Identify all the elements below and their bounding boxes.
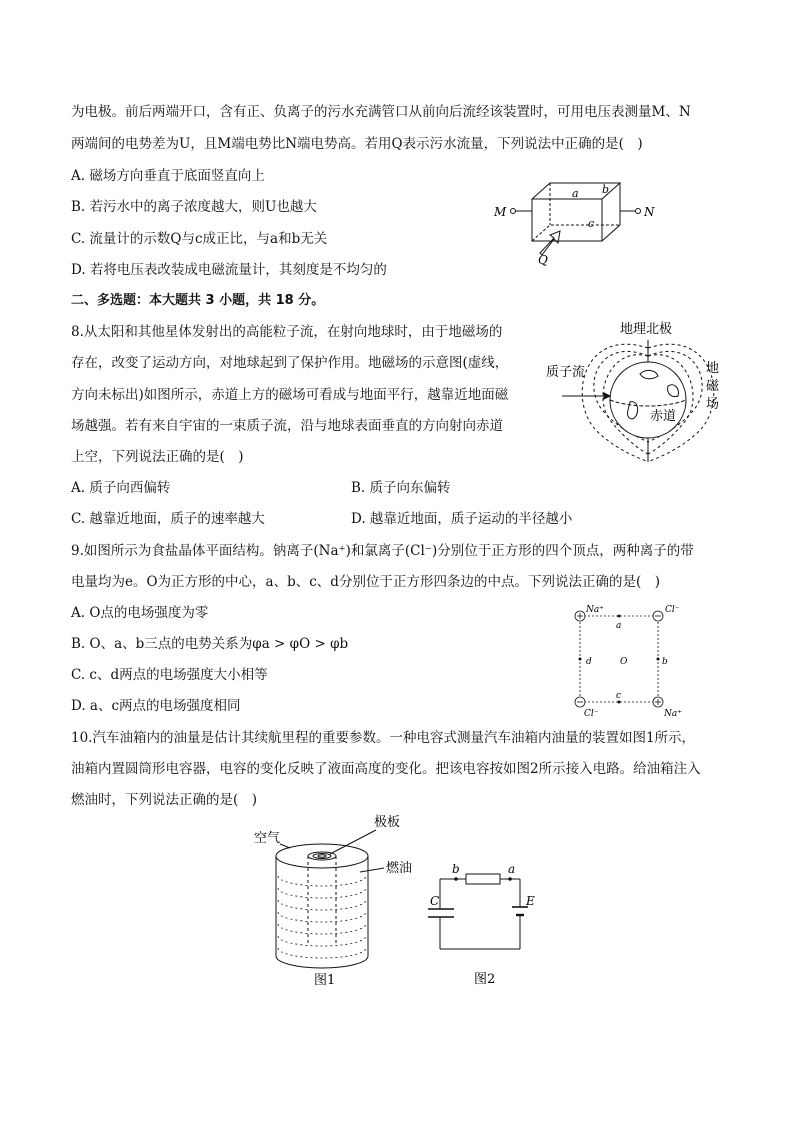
q8-text-line5: 上空，下列说法正确的是( ) xyxy=(71,449,244,465)
label-north-pole: 地理北极 xyxy=(620,322,673,337)
label-n: N xyxy=(644,205,655,219)
q9-option-d: D. a、c两点的电场强度相同 xyxy=(71,698,241,714)
label-m: M xyxy=(494,205,507,219)
q8-option-c: C. 越靠近地面，质子的速率越大 xyxy=(71,511,265,527)
q7-text-line2: 两端间的电势差为U，且M端电势比N端电势高。若用Q表示污水流量，下列说法中正确的是( ) xyxy=(71,136,643,152)
q9-salt-crystal-figure xyxy=(566,600,692,720)
q7-text-line1: 为电极。前后两端开口，含有正、负离子的污水充满管口从前向后流经该装置时，可用电压表测量M、N xyxy=(71,104,691,120)
label-fuel: 燃油 xyxy=(386,861,413,876)
q8-text-line4: 场越强。若有来自宇宙的一束质子流，沿与地球表面垂直的方向射向赤道 xyxy=(71,418,503,434)
air-leader-line xyxy=(280,844,290,848)
section-heading: 二、多选题：本大题共 3 小题，共 18 分。 xyxy=(71,293,325,308)
q7-option-d: D. 若将电压表改装成电磁流量计，其刻度是不均匀的 xyxy=(71,262,387,278)
q8-earth-field-figure xyxy=(540,316,730,468)
label-q: Q xyxy=(538,253,548,267)
label-air: 空气 xyxy=(254,831,281,846)
label-proton-stream: 质子流 xyxy=(546,365,586,380)
q7-option-c: C. 流量计的示数Q与c成正比，与a和b无关 xyxy=(71,231,328,247)
label-na-bottom: Na⁺ xyxy=(664,709,682,719)
plate-leader-line xyxy=(330,830,376,854)
label-c: c xyxy=(588,217,595,230)
q10-text-line3: 燃油时，下列说法正确的是( ) xyxy=(71,792,258,808)
label-b: b xyxy=(662,657,668,667)
q7-flowmeter-figure xyxy=(488,175,658,267)
q8-text-line2: 存在，改变了运动方向，对地球起到了保护作用。地磁场的示意图(虚线， xyxy=(71,355,509,371)
label-c: c xyxy=(616,691,622,701)
q9-option-c: C. c、d两点的电场强度大小相等 xyxy=(71,667,268,683)
q8-option-a: A. 质子向西偏转 xyxy=(71,480,171,496)
q10-fig2-circuit xyxy=(420,855,550,990)
q9-option-a: A. O点的电场强度为零 xyxy=(71,605,209,621)
point-a xyxy=(508,877,512,881)
resistor xyxy=(466,874,500,884)
point-b xyxy=(454,877,458,881)
earth-globe xyxy=(610,362,686,438)
label-b: b xyxy=(452,862,460,876)
q10-text-line1: 10.汽车油箱内的油量是估计其续航里程的重要参数。一种电容式测量汽车油箱内油量的装置如图1所示， xyxy=(71,730,696,746)
fig2-caption: 图2 xyxy=(474,972,496,987)
label-field-2: 磁 xyxy=(706,379,720,394)
label-equator: 赤道 xyxy=(650,409,677,424)
q9-text-line1: 9.如图所示为食盐晶体平面结构。钠离子(Na⁺)和氯离子(Cl⁻)分别位于正方形的四个顶点，两种离子的带 xyxy=(71,543,694,559)
box-hidden-edges xyxy=(532,225,620,241)
q9-option-b: B. O、a、b三点的电势关系为φa > φO > φb xyxy=(71,636,349,652)
flow-arrow-icon xyxy=(540,231,560,255)
q8-option-d: D. 越靠近地面，质子运动的半径越小 xyxy=(351,511,573,527)
q9-text-line2: 电量均为e。O为正方形的中心，a、b、c、d分别位于正方形四条边的中点。下列说法正确的是( ) xyxy=(71,574,660,590)
fuel-leader-line xyxy=(360,868,384,872)
label-cl-bottom: Cl⁻ xyxy=(584,709,599,719)
terminal-m xyxy=(511,209,516,214)
label-d: d xyxy=(586,657,592,667)
label-field-3: 场 xyxy=(706,397,720,412)
label-a: a xyxy=(616,621,622,631)
label-cl-top: Cl⁻ xyxy=(665,605,680,615)
q10-fig1-tank xyxy=(250,810,420,990)
label-e: E xyxy=(526,894,535,908)
label-a: a xyxy=(572,187,579,200)
terminal-n xyxy=(636,209,641,214)
label-a: a xyxy=(508,862,516,876)
fig1-caption: 图1 xyxy=(314,973,336,988)
label-plate: 极板 xyxy=(374,815,401,830)
q7-option-b: B. 若污水中的离子浓度越大，则U也越大 xyxy=(71,199,317,215)
q7-option-a: A. 磁场方向垂直于底面竖直向上 xyxy=(71,168,265,184)
q8-option-b: B. 质子向东偏转 xyxy=(351,480,451,496)
q8-text-line3: 方向未标出)如图所示，赤道上方的磁场可看成与地面平行，越靠近地面磁 xyxy=(71,387,509,403)
label-o: O xyxy=(620,657,628,667)
label-c: C xyxy=(430,894,440,908)
q8-text-line1: 8.从太阳和其他星体发射出的高能粒子流，在射向地球时，由于地磁场的 xyxy=(71,324,503,340)
label-na-top: Na⁺ xyxy=(586,605,604,615)
label-b: b xyxy=(602,183,610,196)
label-field-1: 地 xyxy=(706,361,720,376)
q10-text-line2: 油箱内置圆筒形电容器，电容的变化反映了液面高度的变化。把该电容按如图2所示接入电路。给油箱注入 xyxy=(71,761,701,777)
